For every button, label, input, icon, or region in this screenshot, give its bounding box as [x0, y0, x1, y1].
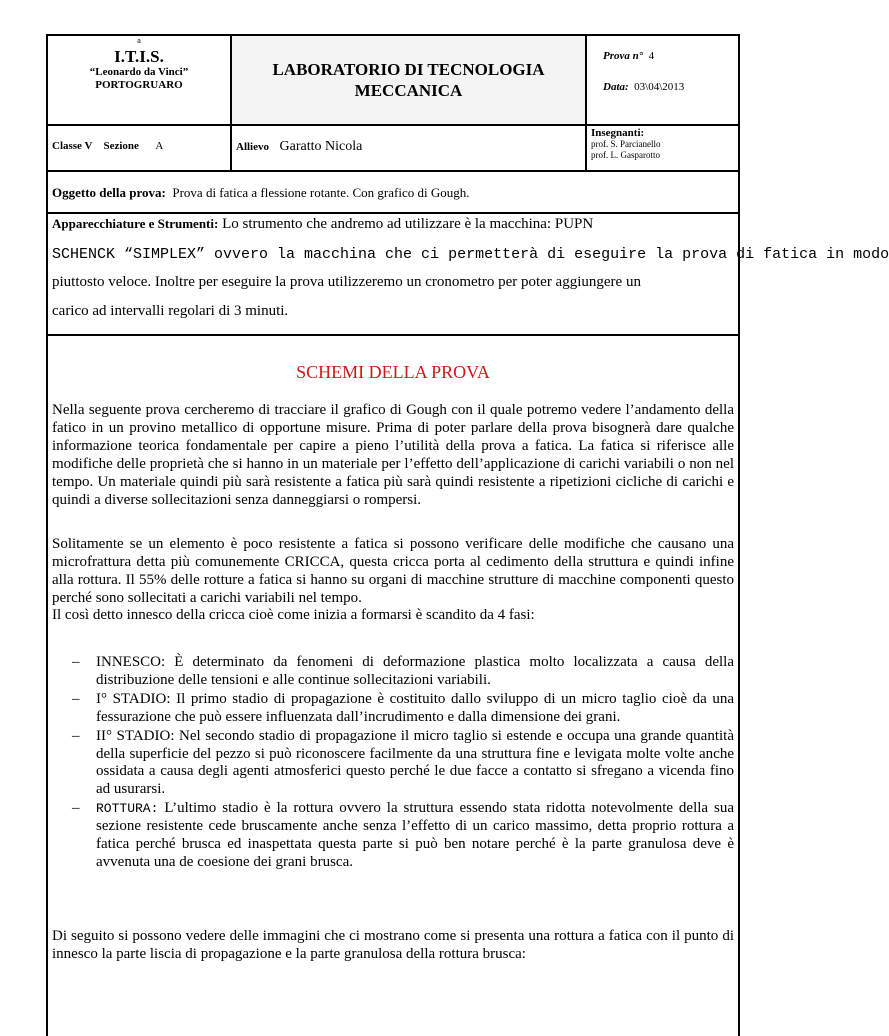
classe-label: Classe V [52, 140, 93, 152]
apparecchiature-label: Apparecchiature e Strumenti: [52, 216, 219, 231]
oggetto-value: Prova di fatica a flessione rotante. Con grafico di Gough. [172, 185, 470, 200]
list-item-text: II° STADIO: Nel secondo stadio di propagazione il micro taglio si estende e occupa una grande quantità della superficie del pezzo si può riconoscere facilmente da una struttura fine e levigata molte volte anche ossidata a causa degli agenti atmosferici questo perché le due facce a contatto si sfregano a vicenda fino ad usurarsi. [96, 727, 734, 798]
list-dash: – [72, 800, 80, 817]
list-dash: – [72, 727, 80, 744]
school-name: I.T.I.S. [114, 47, 164, 66]
allievo-label: Allievo [236, 141, 269, 153]
oggetto-label: Oggetto della prova: [52, 185, 166, 200]
lab-title-line2: MECCANICA [354, 81, 463, 100]
paragraph-fasi: Il così detto innesco della cricca cioè come inizia a formarsi è scandito da 4 fasi: [52, 607, 535, 623]
prova-value: 4 [648, 50, 655, 62]
lab-title [232, 36, 587, 124]
paragraph-images: Di seguito si possono vedere delle immagini che ci mostrano come si presenta una rottura a fatica con il punto di innesco la parte liscia di propagazione e la parte granulosa della rottura brusca: [52, 928, 734, 962]
list-item [52, 728, 734, 800]
list-item-text: L’ultimo stadio è la rottura ovvero la struttura essendo stata ridotta notevolmente della sua sezione resistente cede bruscamente anche senza l’effetto di un carico massimo, detta proprio rottura a fatica perché brusca ed inaspettata questa parte si può ben notare perché è la parte granulosa deve è avvenuta una de coesione dei grani brusca. [96, 800, 735, 870]
phases-list [52, 654, 734, 872]
apparecchiature-line-1 [52, 216, 593, 233]
class-row [48, 126, 738, 172]
list-item [52, 691, 734, 727]
teacher-2: prof. L. Gasparotto [591, 150, 660, 160]
insegnanti-cell [591, 126, 736, 170]
sezione-value: A [155, 140, 164, 152]
section-title: SCHEMI DELLA PROVA [296, 362, 490, 382]
teacher-1: prof. S. Parcianello [591, 139, 661, 149]
list-dash: – [72, 690, 80, 707]
school-block [48, 36, 232, 124]
body-section [48, 336, 738, 1036]
report-page [46, 34, 889, 1036]
list-dash: – [72, 654, 80, 670]
class-cell [48, 126, 232, 170]
apparecchiature-line-4: carico ad intervalli regolari di 3 minuti. [52, 303, 289, 319]
prova-label: Prova n° [603, 50, 644, 62]
allievo-cell [232, 126, 587, 170]
apparecchiature-line-2: SCHENCK “SIMPLEX” ovvero la macchina che ci permetterà di eseguire la prova di fatica in modo [52, 246, 889, 263]
apparecchiature-text-1: Lo strumento che andremo ad utilizzare è la macchina: PUPN [222, 216, 594, 232]
apparecchiature-row [48, 214, 889, 336]
prova-number [603, 50, 654, 62]
date-field [603, 81, 684, 93]
paragraph-cricca: Solitamente se un elemento è poco resistente a fatica si possono verificare delle modifiche che causano una microfrattura detta più comunemente CRICCA, questa cricca porta al cedimento della struttura e quindi infine alla rottura. Il 55% delle rotture a fatica si hanno su organi di macchine strutture di macchine componenti questo perché sono sollecitati a carichi variabili nel tempo. [52, 536, 734, 606]
school-city: PORTOGRUARO [95, 79, 183, 91]
list-item-lead: ROTTURA: [96, 801, 159, 817]
list-item [52, 654, 734, 690]
list-item [52, 800, 734, 872]
date-label: Data: [603, 81, 629, 93]
apparecchiature-line-3: piuttosto veloce. Inoltre per eseguire la prova utilizzeremo un cronometro per poter aggiungere un [52, 274, 641, 290]
school-superscript: a [137, 36, 141, 45]
list-item-text: I° STADIO: Il primo stadio di propagazione è costituito dallo sviluppo di un micro taglio cioè da una fessurazione che può essere influenzata dall’incrudimento e dalla dimensione dei grani. [96, 690, 734, 725]
list-item-text: INNESCO: È determinato da fenomeni di deformazione plastica molto localizzata a causa della distribuzione delle tensioni e alle continue sollecitazioni variabili. [96, 654, 734, 688]
school-subtitle: “Leonardo da Vinci” [89, 66, 189, 78]
sezione-label: Sezione [103, 140, 139, 152]
allievo-value: Garatto Nicola [279, 139, 363, 154]
date-value: 03\04\2013 [634, 81, 685, 93]
insegnanti-label: Insegnanti: [591, 127, 645, 139]
header-row [48, 36, 738, 126]
lab-title-line1: LABORATORIO DI TECNOLOGIA [272, 60, 545, 79]
paragraph-intro: Nella seguente prova cercheremo di tracciare il grafico di Gough con il quale potremo vedere l’andamento della fatico in un provino metallico di opportune misure. Prima di poter parlare della prova bisognerà dare qualche informazione teorica fondamentale per capire a pieno l’utilità della prova a fatica. La fatica si riferisce alle modifiche delle proprietà che si hanno in un materiale per l’effetto dell’applicazione di carichi variabili o non nel tempo. Un materiale quindi più sarà resistente a fatica più sarà quindi resistente a ripetizioni cicliche di carichi e quindi a diverse sollecitazioni senza danneggiarsi o rompersi. [52, 402, 734, 508]
oggetto-row [48, 172, 738, 214]
